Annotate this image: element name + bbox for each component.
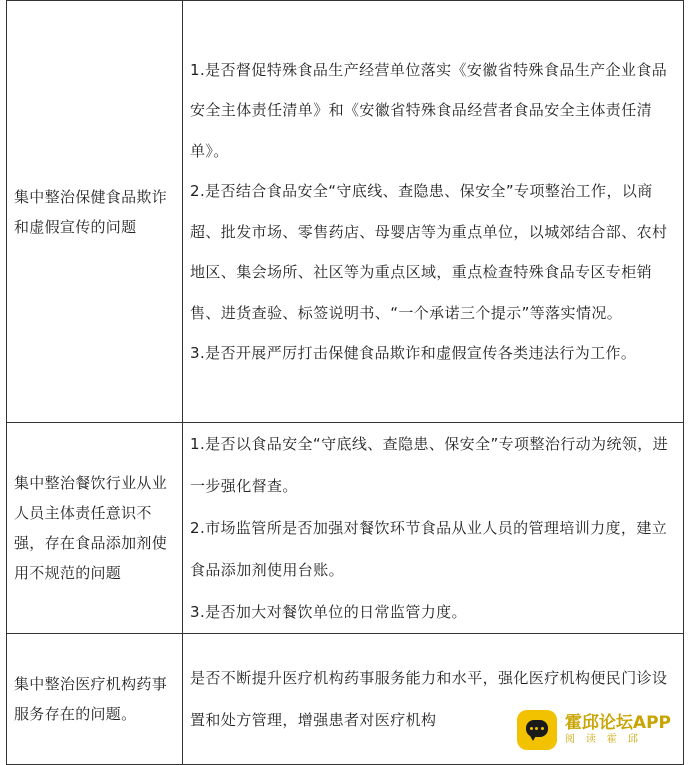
watermark-text bbox=[565, 713, 671, 747]
measures-cell bbox=[183, 1, 684, 423]
issue-cell bbox=[7, 423, 183, 634]
measures-cell bbox=[183, 423, 684, 634]
measure-item: 2.市场监管所是否加强对餐饮环节食品从业人员的管理培训力度，建立食品添加剂使用台账。 bbox=[190, 519, 668, 579]
watermark-title: 霍邱论坛APP bbox=[564, 713, 671, 733]
measure-item: 是否不断提升医疗机构药事服务能力和水平，强化医疗机构便民门诊设置和处方管理，增强患者对医疗机构 bbox=[190, 669, 668, 729]
table-row bbox=[7, 1, 684, 423]
measure-item: 3.是否加大对餐饮单位的日常监管力度。 bbox=[190, 603, 467, 621]
issue-cell bbox=[7, 634, 183, 765]
issue-text: 集中整治保健食品欺诈和虚假宣传的问题 bbox=[14, 187, 168, 236]
issue-cell bbox=[7, 1, 183, 423]
app-watermark[interactable] bbox=[513, 708, 675, 752]
watermark-subtitle: 阅读霍邱 bbox=[564, 734, 649, 745]
measure-item: 1.是否督促特殊食品生产经营单位落实《安徽省特殊食品生产企业食品安全主体责任清单》和《安徽省特殊食品经营者食品安全主体责任清单》。 bbox=[190, 60, 668, 160]
rectification-table bbox=[6, 0, 684, 765]
table-row bbox=[7, 423, 684, 634]
measure-item: 2.是否结合食品安全“守底线、查隐患、保安全”专项整治工作，以商超、批发市场、零售药店、母婴店等为重点单位，以城郊结合部、农村地区、集会场所、社区等为重点区域，重点检查特殊食品专区专柜销售、进货查验、标签说明书、“一个承诺三个提示”等落实情况。 bbox=[190, 182, 668, 322]
issue-text: 集中整治餐饮行业从业人员主体责任意识不强，存在食品添加剂使用不规范的问题 bbox=[14, 474, 168, 582]
issue-text: 集中整治医疗机构药事服务存在的问题。 bbox=[14, 675, 168, 723]
chat-bubble-icon bbox=[517, 710, 557, 750]
measure-item: 1.是否以食品安全“守底线、查隐患、保安全”专项整治行动为统领，进一步强化督查。 bbox=[190, 435, 669, 495]
measure-item: 3.是否开展严厉打击保健食品欺诈和虚假宣传各类违法行为工作。 bbox=[190, 344, 637, 362]
